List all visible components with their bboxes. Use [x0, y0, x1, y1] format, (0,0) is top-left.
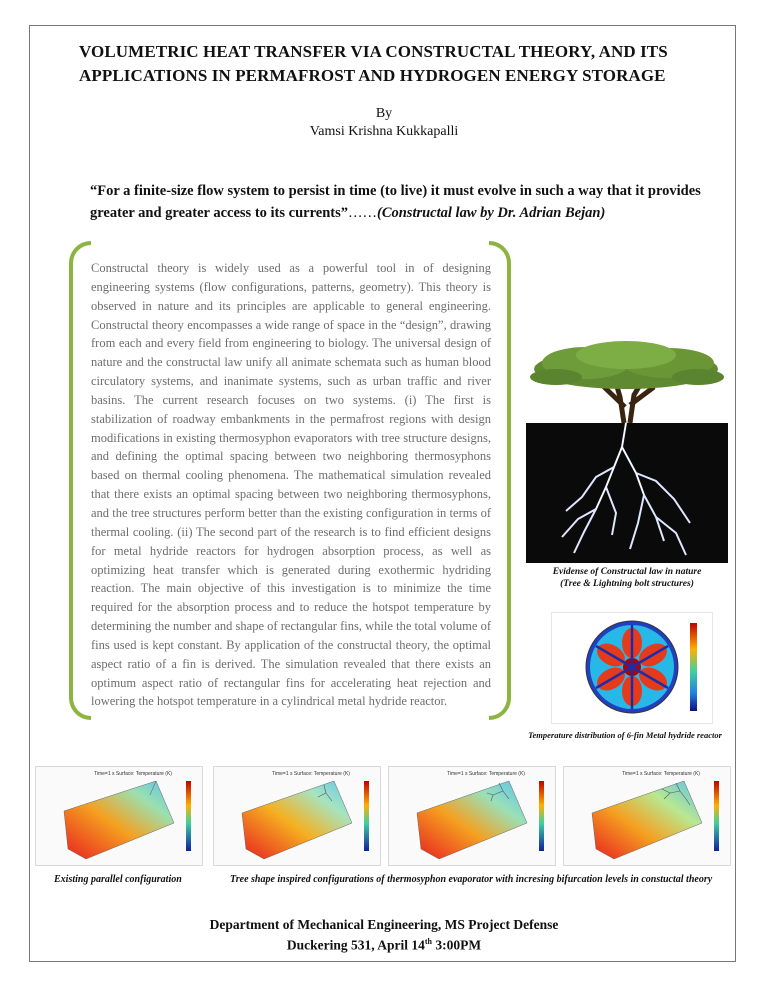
title-line-1: VOLUMETRIC HEAT TRANSFER VIA CONSTRUCTAL THEORY, AND ITS	[79, 42, 668, 61]
footer-venue-time: 3:00PM	[432, 937, 482, 953]
reactor-temperature-figure	[551, 612, 713, 724]
title-line-2: APPLICATIONS IN PERMAFROST AND HYDROGEN ENERGY STORAGE	[79, 66, 666, 85]
footer-venue-sup: th	[424, 937, 433, 946]
tree-caption-line-2: (Tree & Lightning bolt structures)	[560, 579, 694, 589]
sim-image-tree-2	[388, 766, 556, 866]
quote-text: “For a finite-size flow system to persist in time (to live) it must evolve in such a way that it provides greater and greater access to its currents”	[90, 183, 701, 221]
tree-caption	[526, 566, 728, 590]
quote	[90, 180, 720, 224]
sim-image-existing	[35, 766, 203, 866]
tree-lightning-image	[526, 327, 728, 563]
sim-plot-tree-1	[214, 767, 380, 865]
sim-plot-tree-2	[389, 767, 555, 865]
existing-config-caption: Existing parallel configuration	[54, 874, 182, 885]
sim-plot-tree-3	[564, 767, 730, 865]
sim-plot-existing	[36, 767, 202, 865]
reactor-caption: Temperature distribution of 6-fin Metal hydride reactor	[528, 730, 722, 740]
quote-dots: ……	[347, 205, 377, 221]
author-name: Vamsi Krishna Kukkapalli	[309, 124, 459, 139]
abstract-text: Constructal theory is widely used as a powerful tool in of designing engineering systems (flow configurations, patterns, geometry). This theory is observed in nature and its principles are applicable to general engineering. Constructal theory encompasses a wide range of space in the “design”, drawing from each and every field from engineering to biology. The universal design of nature and the constructal law unify all animate schemata such as human blood circulatory systems, and inanimate systems, such as urban traffic and river basins. The current research focuses on two systems. (i) The first is stabilization of roadway embankments in the permafrost regions with design modifications in existing thermosyphon evaporators with tree structure designs, and defining the optimal spacing between two neighboring thermosyphons based on thermal cooling phenomena. The mathematical simulation revealed that there exists an optimal spacing between two neighboring thermosyphons, and the tree structures perform better than the existing configuration in terms of thermal cooling. (ii) The second part of the research is to find efficient designs for metal hydride reactors for hydrogen absorption process, as well as optimizing heat transfer which is generated during exothermic hydriding reaction. The main objective of this investigation is to minimize the time required for the absorption process and to reduce the hotspot temperature by determining the number and shape of rectangular fins, while the total volume of fins used is kept constant. By application of the constructal theory, the optimal aspect ratio of a fin is derived. The simulation revealed that there exists an optimum aspect ratio of rectangular fins for accelerating heat rejection and lowering the hotspot temperature in a cylindrical metal hydride reactor.	[91, 261, 491, 709]
sim-title-tree-3: Time=1 s Surface: Temperature (K)	[622, 771, 700, 777]
quote-source: (Constructal law by Dr. Adrian Bejan)	[376, 205, 606, 221]
byline-by: By	[375, 106, 393, 121]
footer-department: Department of Mechanical Engineering, MS Project Defense	[209, 917, 559, 932]
sim-image-tree-3	[563, 766, 731, 866]
sim-title-existing: Time=1 s Surface: Temperature (K)	[94, 771, 172, 777]
footer-venue	[0, 933, 768, 954]
right-bracket	[489, 241, 511, 720]
footer-venue-text: Duckering 531, April 14	[286, 937, 425, 953]
sim-title-tree-2: Time=1 s Surface: Temperature (K)	[447, 771, 525, 777]
sim-image-tree-1	[213, 766, 381, 866]
tree-lightning-illustration	[526, 327, 728, 563]
tree-caption-line-1: Evidense of Constructal law in nature	[552, 567, 702, 577]
tree-configs-caption: Tree shape inspired configurations of thermosyphon evaporator with incresing bifurcation levels in constuctal theory	[230, 874, 713, 885]
sim-title-tree-1: Time=1 s Surface: Temperature (K)	[272, 771, 350, 777]
left-bracket	[69, 241, 91, 720]
reactor-temperature-plot	[552, 613, 712, 723]
page-title	[79, 40, 719, 88]
